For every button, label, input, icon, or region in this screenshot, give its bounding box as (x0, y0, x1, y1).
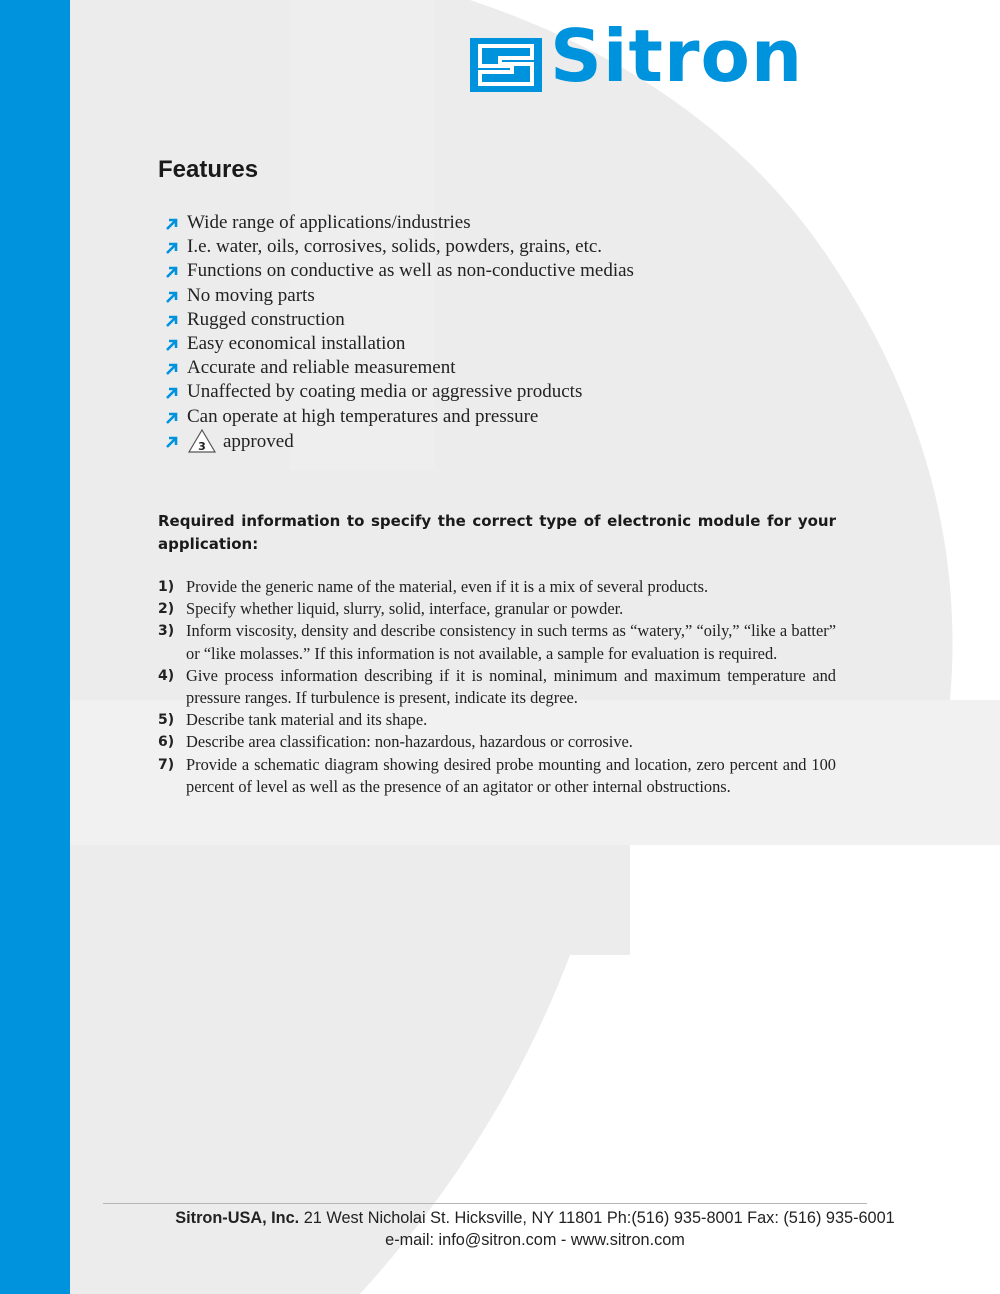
requirement-item: 7) Provide a schematic diagram showing desired probe mounting and location, zero percent and 100 percent of level as well as the presence of an agitator or other internal obstructions. (158, 754, 836, 796)
arrow-up-right-icon (165, 217, 179, 231)
arrow-up-right-icon (165, 435, 179, 449)
arrow-up-right-icon (165, 314, 179, 328)
requirement-item: 2) Specify whether liquid, slurry, solid, interface, granular or powder. (158, 599, 624, 619)
feature-item: I.e. water, oils, corrosives, solids, powders, grains, etc. (165, 235, 634, 259)
svg-text:3: 3 (198, 439, 206, 453)
arrow-up-right-icon (165, 265, 179, 279)
requirement-item: 6) Describe area classification: non-hazardous, hazardous or corrosive. (158, 732, 633, 752)
feature-item: Can operate at high temperatures and pressure (165, 405, 634, 429)
feature-item: Easy economical installation (165, 332, 634, 356)
footer-address-line (70, 1207, 1000, 1229)
feature-item: Unaffected by coating media or aggressive products (165, 380, 634, 404)
feature-item: Functions on conductive as well as non-conductive medias (165, 259, 634, 283)
atex-warning-icon (187, 429, 217, 453)
requirements-heading: Required information to specify the correct type of electronic module for your application: (158, 512, 836, 553)
feature-item: Wide range of applications/industries (165, 211, 634, 235)
footer-divider (103, 1203, 867, 1204)
feature-item: Accurate and reliable measurement (165, 356, 634, 380)
arrow-up-right-icon (165, 362, 179, 376)
arrow-up-right-icon (165, 241, 179, 255)
feature-item: Rugged construction (165, 308, 634, 332)
arrow-up-right-icon (165, 290, 179, 304)
requirement-item: 3) Inform viscosity, density and describe consistency in such terms as “watery,” “oily,” “like a batter” or “like molasses.” If this information is not available, a sample for evaluation is required. (158, 621, 836, 663)
footer-address: 21 West Nicholai St. Hicksville, NY 11801 Ph:(516) 935-8001 Fax: (516) 935-6001 (299, 1209, 895, 1227)
features-list (165, 211, 634, 454)
footer-company: Sitron-USA, Inc. (175, 1209, 300, 1227)
arrow-up-right-icon (165, 386, 179, 400)
brand-name: Sitron (550, 14, 804, 98)
requirements-list (158, 576, 836, 798)
feature-item-approval: 3 approved (165, 429, 634, 454)
feature-item: No moving parts (165, 284, 634, 308)
arrow-up-right-icon (165, 411, 179, 425)
requirement-item: 4) Give process information describing if it is nominal, minimum and maximum temperature and pressure ranges. If turbulence is present, indicate its degree. (158, 665, 836, 708)
footer-contact: e-mail: info@sitron.com - www.sitron.com (385, 1231, 685, 1249)
requirement-item: 5) Describe tank material and its shape. (158, 710, 428, 730)
footer (70, 1207, 1000, 1251)
features-title: Features (158, 156, 259, 183)
sitron-logo-mark-icon (470, 38, 542, 92)
arrow-up-right-icon (165, 338, 179, 352)
requirement-item: 1) Provide the generic name of the material, even if it is a mix of several products. (158, 577, 709, 596)
left-blue-bar (0, 0, 70, 1294)
sitron-logo (470, 14, 830, 98)
